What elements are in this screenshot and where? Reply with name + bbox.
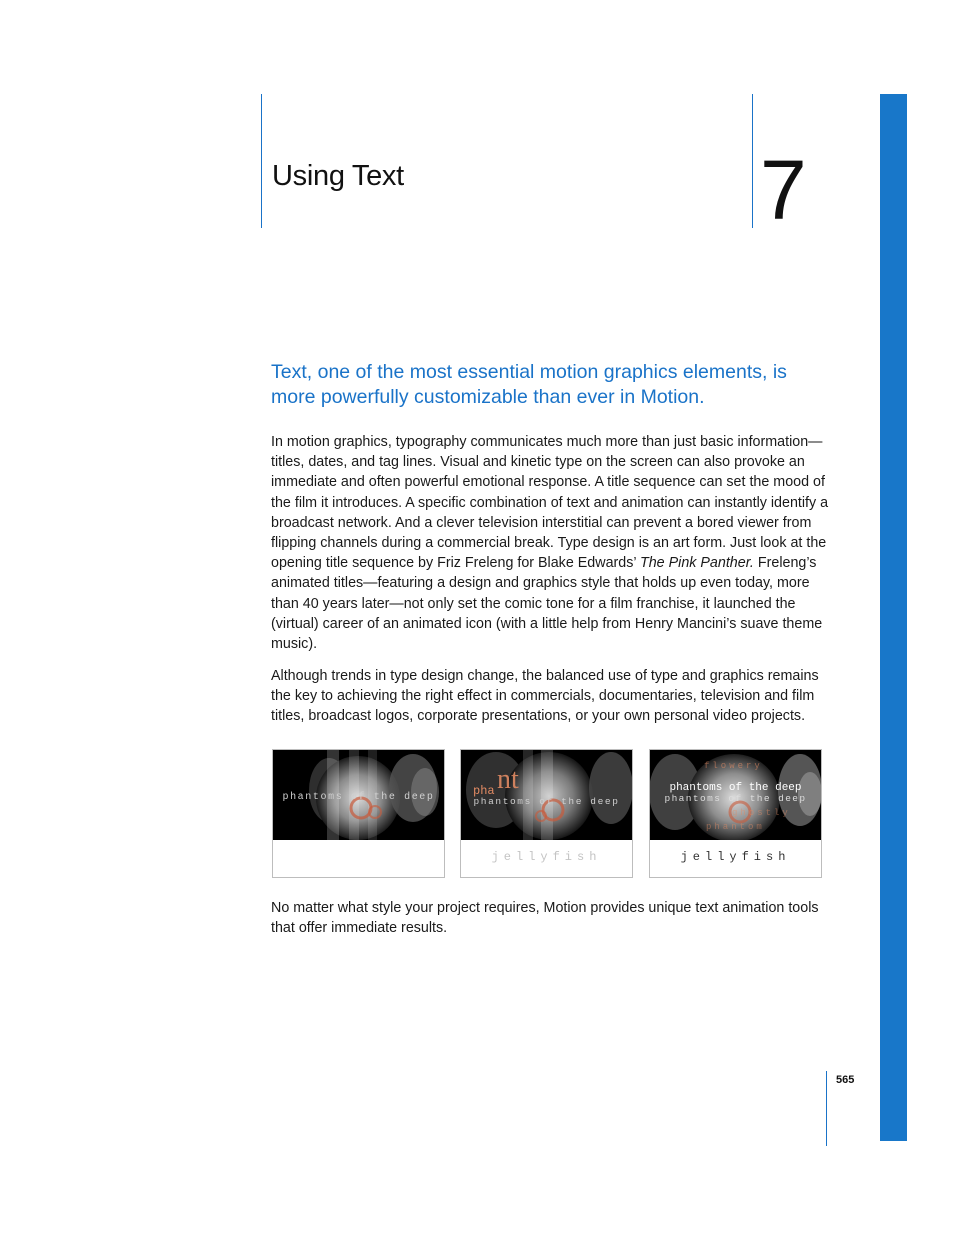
intro-paragraph: Text, one of the most essential motion graphics elements, is more powerfully customizable than ever in Motion. [271,361,787,408]
page-number-rule [826,1071,827,1146]
overlay-low-word-2-3: phantom [706,822,765,832]
figure-frame-3 [649,749,822,878]
jellyfish-image-3 [650,750,821,840]
overlay-title-3: phantoms of the deep [669,782,802,794]
figure-caption-2: jellyfish [491,850,602,864]
overlay-orange-2: pha [473,784,495,798]
overlay-orange-big-2: nt [497,764,519,795]
body-paragraph-3: No matter what style your project requires, Motion provides unique text animation tools that offer immediate results. [271,900,819,937]
figure-caption-3: jellyfish [680,850,791,864]
chapter-tab [880,94,907,1141]
figure-frame-2 [460,749,633,878]
number-left-rule [752,94,753,228]
p1-text-a: In motion graphics, typography communicates much more than just basic information—titles, dates, and tag lines. Visual and kinetic type on the screen can also provoke an immediate and often powerful emotional response. A title sequence can set the mood of the film it introduces. A specific combination of text and animation can instantly identify a broadcast network. And a clever television interstitial can prevent a bored viewer from flipping channels during a commercial break. Type design is an art form. Just look at the opening title sequence by Friz Freleng for Blake Edwards’ [271,434,829,572]
film-title: The Pink Panther. [640,555,754,572]
body-paragraph-1 [271,432,831,654]
overlay-title-1: phantoms of the deep [282,792,435,803]
jellyfish-image-2 [461,750,632,840]
overlay-top-word-3: flowery [704,761,763,771]
jellyfish-image-1 [273,750,444,840]
overlay-title-2: phantoms of the deep [473,796,620,807]
title-left-rule [261,94,262,228]
chapter-number: 7 [760,143,807,237]
overlay-low-word-1-3: ghostly [732,808,791,818]
overlay-mirror-3: phantoms of the deep [664,793,807,804]
figure-frame-1 [272,749,445,878]
p1-text-b: Freleng’s animated titles—featuring a design and graphics style that holds up even today, more than 40 years later—not only set the comic tone for a film franchise, it launched the (virtual) career of an animated icon (with a little help from Henry Mancini’s suave theme music). [271,555,823,653]
body-paragraph-2: Although trends in type design change, the balanced use of type and graphics remains the key to achieving the right effect in commercials, documentaries, television and film titles, broadcast logos, corporate presentations, or your own personal video projects. [271,668,819,725]
page-number: 565 [836,1074,855,1086]
chapter-title: Using Text [272,160,404,192]
